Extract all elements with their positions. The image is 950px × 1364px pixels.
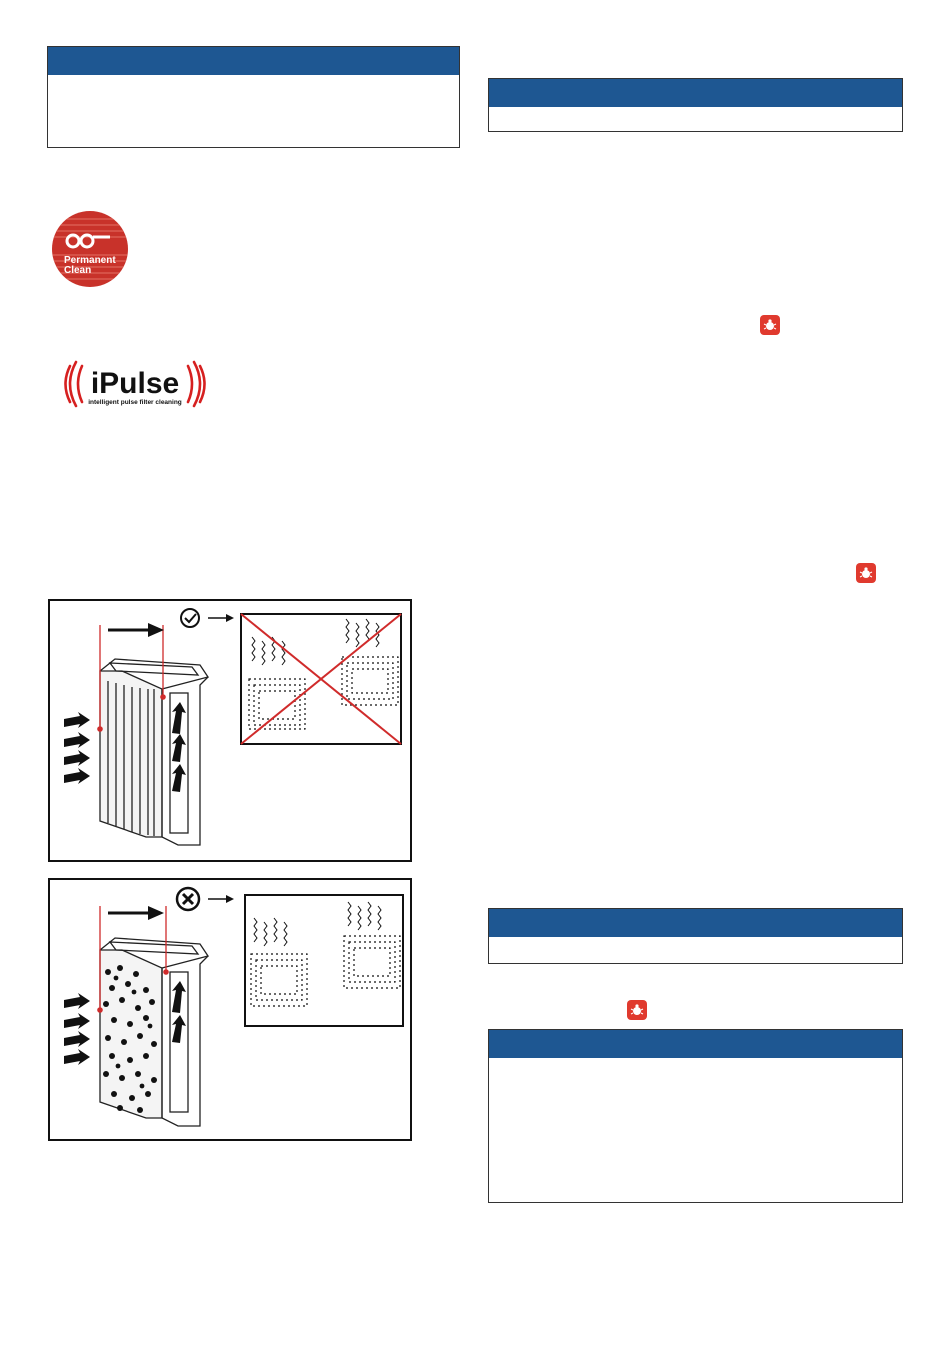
figure-clean-filter — [48, 599, 412, 862]
ipulse-name: iPulse — [90, 367, 180, 400]
ipulse-tagline: intelligent pulse filter cleaning — [88, 399, 182, 406]
info-box-middle-right — [488, 908, 903, 964]
info-box-header — [489, 909, 902, 937]
maintenance-bug-icon — [760, 315, 780, 335]
airflow-arrows — [64, 712, 90, 784]
info-box-header — [489, 1030, 902, 1058]
maintenance-bug-icon — [627, 1000, 647, 1020]
checkmark-circle-icon — [181, 609, 199, 627]
info-box-bottom-right — [488, 1029, 903, 1203]
x-circle-icon — [177, 888, 199, 910]
maintenance-bug-icon — [856, 563, 876, 583]
inset-detail — [245, 895, 403, 1026]
info-box-top-right — [488, 78, 903, 132]
logo-text-line2: Clean — [64, 265, 92, 276]
ipulse-logo — [60, 356, 210, 412]
logo-text-line1: Permanent — [64, 255, 116, 266]
info-box-top-left — [47, 46, 460, 148]
filter-cartridge — [100, 938, 208, 1126]
info-box-header — [48, 47, 459, 75]
filter-cartridge — [100, 659, 208, 845]
inset-detail-crossed — [241, 614, 401, 744]
figure-clogged-filter — [48, 878, 412, 1141]
permanent-clean-logo — [52, 211, 128, 287]
info-box-header — [489, 79, 902, 107]
